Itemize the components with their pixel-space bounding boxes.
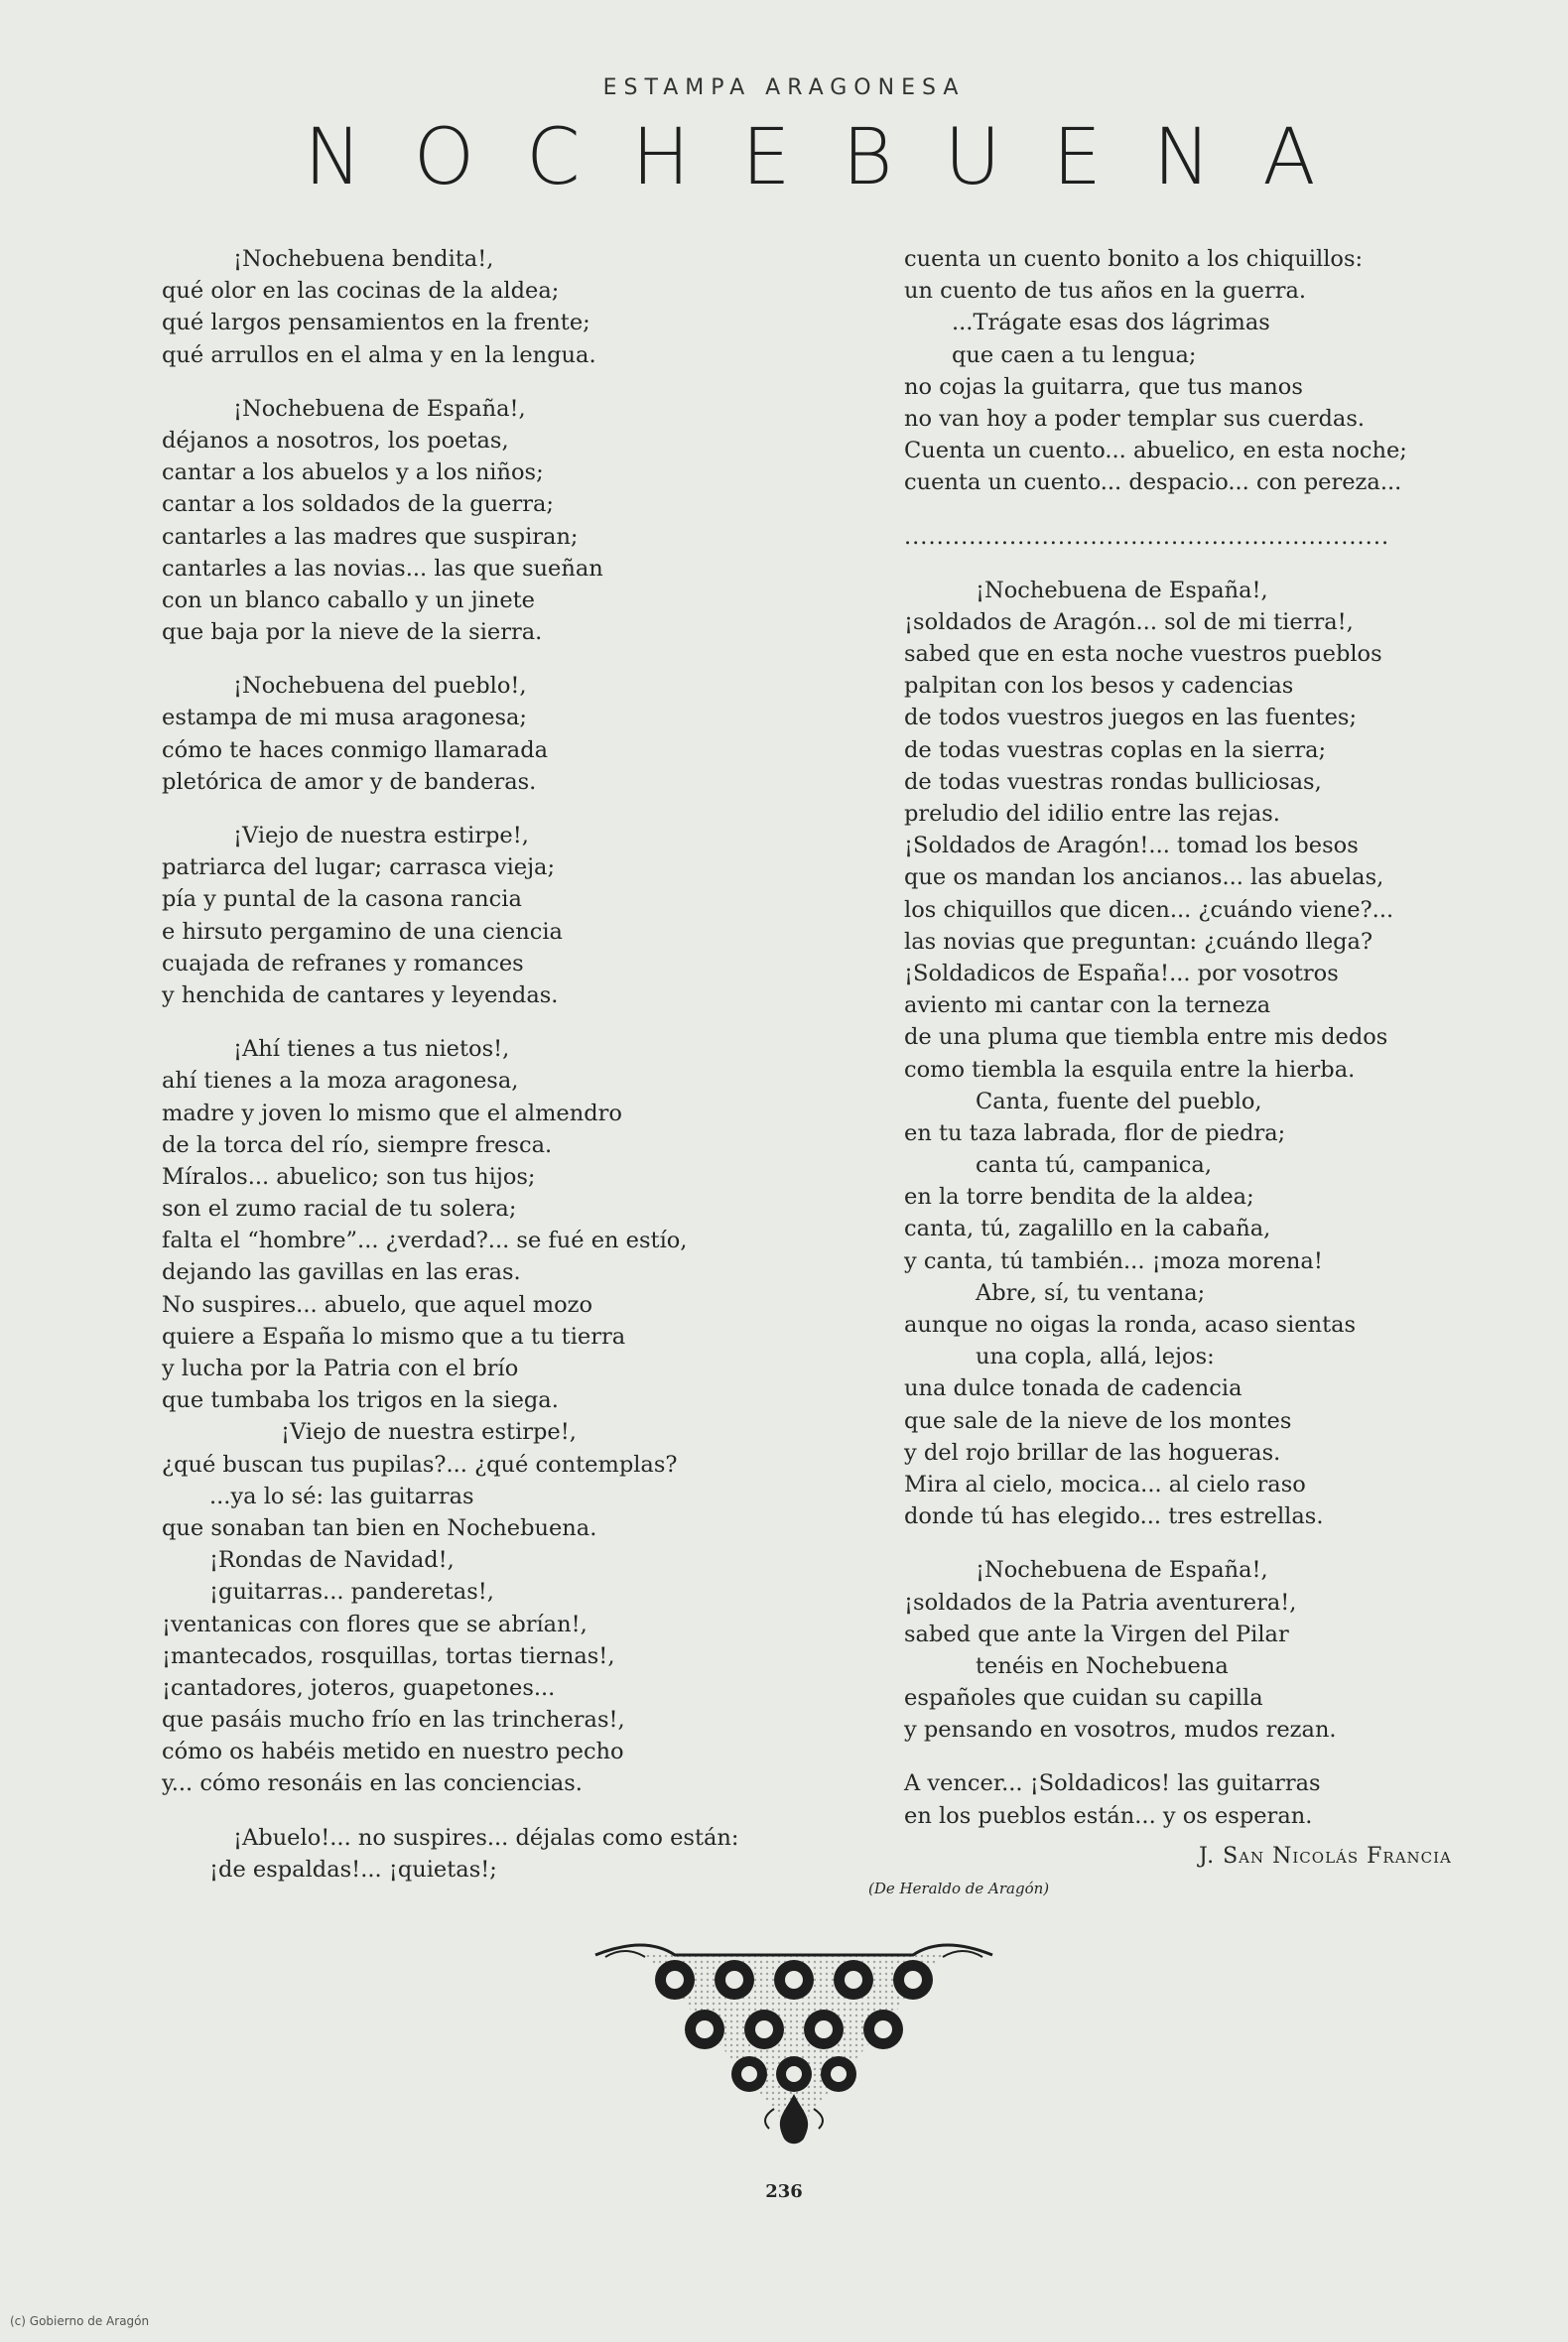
verse-line: ¡Nochebuena de España!, — [233, 395, 526, 422]
verse-line: una dulce tonada de cadencia — [904, 1375, 1242, 1402]
verse-line: con un blanco caballo y un jinete — [162, 586, 535, 613]
decorative-ornament — [586, 1935, 1002, 2153]
verse-line: ¡mantecados, rosquillas, tortas tiernas!, — [162, 1642, 615, 1669]
verse-line: pletórica de amor y de banderas. — [162, 768, 537, 795]
verse-line: cuenta un cuento... despacio... con pereza... — [904, 469, 1402, 496]
verse-line: que tumbaba los trigos en la siega. — [162, 1387, 559, 1414]
verse-line: palpitan con los besos y cadencias — [904, 673, 1294, 700]
verse-line: ¡Soldadicos de España!... por vosotros — [904, 960, 1339, 986]
verse-line: aviento mi cantar con la terneza — [904, 992, 1271, 1019]
verse-line: de la torca del río, siempre fresca. — [162, 1131, 553, 1158]
verse-line: ¡Nochebuena del pueblo!, — [233, 673, 527, 700]
verse-line: cómo te haces conmigo llamarada — [162, 736, 549, 763]
stanza — [162, 1822, 739, 1886]
verse-line: que caen a tu lengua; — [952, 341, 1197, 368]
verse-line: qué olor en las cocinas de la aldea; — [162, 278, 560, 305]
verse-line: ¡Nochebuena bendita!, — [233, 246, 494, 272]
verse-line: ¡de espaldas!... ¡quietas!; — [209, 1856, 497, 1883]
verse-line: de todas vuestras coplas en la sierra; — [904, 736, 1327, 763]
verse-line: cómo os habéis metido en nuestro pecho — [162, 1739, 624, 1765]
stanza — [162, 243, 718, 371]
verse-line: cantar a los abuelos y a los niños; — [162, 459, 544, 486]
author-signature: J. San Nicolás Francia — [1199, 1844, 1452, 1869]
verse-line: ¡guitarras... panderetas!, — [209, 1579, 494, 1606]
verse-line: que sonaban tan bien en Nochebuena. — [162, 1514, 597, 1541]
verse-line: y henchida de cantares y leyendas. — [162, 981, 559, 1008]
verse-line: españoles que cuidan su capilla — [904, 1685, 1263, 1712]
verse-line: un cuento de tus años en la guerra. — [904, 278, 1307, 305]
verse-line: ¡soldados de Aragón... sol de mi tierra!, — [904, 608, 1354, 635]
verse-line: falta el “hombre”... ¿verdad?... se fué en estío, — [162, 1228, 688, 1254]
stanza — [904, 1767, 1470, 1831]
verse-line: no cojas la guitarra, que tus manos — [904, 373, 1303, 400]
verse-line: y lucha por la Patria con el brío — [162, 1356, 519, 1381]
verse-line: que os mandan los ancianos... las abuelas, — [904, 864, 1384, 891]
poem-right-column — [904, 243, 1470, 1854]
verse-line: ¡Nochebuena de España!, — [976, 1557, 1268, 1584]
verse-line: de una pluma que tiembla entre mis dedos — [904, 1024, 1388, 1051]
verse-line: que baja por la nieve de la sierra. — [162, 619, 543, 646]
verse-line: cuenta un cuento bonito a los chiquillos: — [904, 246, 1364, 272]
verse-line: preludio del idilio entre las rejas. — [904, 801, 1280, 827]
verse-line: A vencer... ¡Soldadicos! las guitarras — [904, 1770, 1321, 1797]
verse-line: canta tú, campanica, — [976, 1152, 1212, 1179]
verse-line: Míralos... abuelico; son tus hijos; — [162, 1163, 536, 1190]
verse-line: de todos vuestros juegos en las fuentes; — [904, 705, 1358, 731]
verse-line: las novias que preguntan: ¿cuándo llega? — [904, 928, 1373, 955]
verse-line: ¡cantadores, joteros, guapetones... — [162, 1674, 556, 1701]
source-note: (De Heraldo de Aragón) — [868, 1880, 1050, 1897]
verse-line: Abre, sí, tu ventana; — [976, 1279, 1206, 1306]
stanza — [162, 670, 718, 798]
verse-line: ...Trágate esas dos lágrimas — [952, 310, 1270, 336]
verse-line: déjanos a nosotros, los poetas, — [162, 427, 509, 454]
verse-line: ¡Viejo de nuestra estirpe!, — [233, 823, 529, 848]
verse-line: patriarca del lugar; carrasca vieja; — [162, 854, 556, 881]
verse-line: que sale de la nieve de los montes — [904, 1407, 1292, 1434]
verse-line: tenéis en Nochebuena — [976, 1652, 1229, 1679]
verse-line: ahí tienes a la moza aragonesa, — [162, 1068, 519, 1095]
verse-line: de todas vuestras rondas bulliciosas, — [904, 768, 1322, 795]
verse-line: pía y puntal de la casona rancia — [162, 886, 522, 913]
poem-title: NOCHEBUENA — [304, 113, 1368, 202]
verse-line: ¡Soldados de Aragón!... tomad los besos — [904, 833, 1359, 859]
verse-line: como tiembla la esquila entre la hierba. — [904, 1056, 1356, 1083]
verse-line: ............................................................ — [904, 523, 1390, 550]
verse-line: son el zumo racial de tu solera; — [162, 1196, 517, 1223]
verse-line: que pasáis mucho frío en las trincheras!, — [162, 1707, 625, 1734]
verse-line: canta, tú, zagalillo en la cabaña, — [904, 1216, 1271, 1242]
verse-line: los chiquillos que dicen... ¿cuándo viene?... — [904, 896, 1394, 923]
verse-line: ¡Viejo de nuestra estirpe!, — [281, 1419, 577, 1446]
verse-line: ¿qué buscan tus pupilas?... ¿qué contemplas? — [162, 1451, 678, 1478]
stanza — [904, 521, 1470, 553]
stanza — [904, 575, 1470, 1533]
verse-line: y... cómo resonáis en las conciencias. — [162, 1770, 583, 1797]
page-number: 236 — [765, 2181, 803, 2202]
stanza — [162, 820, 718, 1011]
section-kicker: ESTAMPA ARAGONESA — [602, 75, 966, 100]
verse-line: No suspires... abuelo, que aquel mozo — [162, 1291, 593, 1318]
verse-line: Mira al cielo, mocica... al cielo raso — [904, 1471, 1306, 1497]
verse-line: Canta, fuente del pueblo, — [976, 1088, 1262, 1114]
verse-line: aunque no oigas la ronda, acaso sientas — [904, 1312, 1357, 1338]
verse-line: y canta, tú también... ¡moza morena! — [904, 1247, 1323, 1274]
verse-line: cuajada de refranes y romances — [162, 950, 524, 976]
stanza — [162, 393, 718, 649]
verse-line: ¡soldados de la Patria aventurera!, — [904, 1589, 1297, 1616]
verse-line: ...ya lo sé: las guitarras — [209, 1483, 474, 1509]
verse-line: en la torre bendita de la aldea; — [904, 1184, 1254, 1211]
verse-line: no van hoy a poder templar sus cuerdas. — [904, 405, 1366, 432]
verse-line: en tu taza labrada, flor de piedra; — [904, 1119, 1286, 1146]
verse-line: qué largos pensamientos en la frente; — [162, 310, 590, 336]
verse-line: sabed que ante la Virgen del Pilar — [904, 1621, 1289, 1647]
verse-line: y del rojo brillar de las hogueras. — [904, 1439, 1281, 1466]
verse-line: ¡Nochebuena de España!, — [976, 577, 1268, 603]
stanza — [904, 243, 1470, 499]
verse-line: ¡ventanicas con flores que se abrían!, — [162, 1611, 588, 1637]
verse-line: cantarles a las madres que suspiran; — [162, 523, 579, 550]
poem-left-column — [162, 243, 739, 1907]
stanza — [162, 1033, 718, 1800]
verse-line: donde tú has elegido... tres estrellas. — [904, 1503, 1324, 1530]
stanza — [904, 1554, 1470, 1746]
verse-line: ¡Abuelo!... no suspires... déjalas como están: — [233, 1824, 739, 1851]
verse-line: una copla, allá, lejos: — [976, 1344, 1215, 1370]
verse-line: cantarles a las novias... las que sueñan — [162, 555, 603, 582]
verse-line: e hirsuto pergamino de una ciencia — [162, 918, 563, 945]
verse-line: ¡Rondas de Navidad!, — [209, 1547, 455, 1574]
verse-line: quiere a España lo mismo que a tu tierra — [162, 1323, 626, 1350]
verse-line: qué arrullos en el alma y en la lengua. — [162, 341, 596, 368]
verse-line: cantar a los soldados de la guerra; — [162, 491, 554, 518]
verse-line: madre y joven lo mismo que el almendro — [162, 1100, 622, 1126]
copyright-notice: (c) Gobierno de Aragón — [10, 2314, 150, 2328]
verse-line: dejando las gavillas en las eras. — [162, 1259, 521, 1286]
verse-line: y pensando en vosotros, mudos rezan. — [904, 1717, 1337, 1744]
verse-line: estampa de mi musa aragonesa; — [162, 705, 527, 731]
verse-line: ¡Ahí tienes a tus nietos!, — [233, 1036, 510, 1063]
verse-line: sabed que en esta noche vuestros pueblos — [904, 641, 1382, 668]
verse-line: en los pueblos están... y os esperan. — [904, 1802, 1313, 1829]
verse-line: Cuenta un cuento... abuelico, en esta noche; — [904, 438, 1407, 464]
